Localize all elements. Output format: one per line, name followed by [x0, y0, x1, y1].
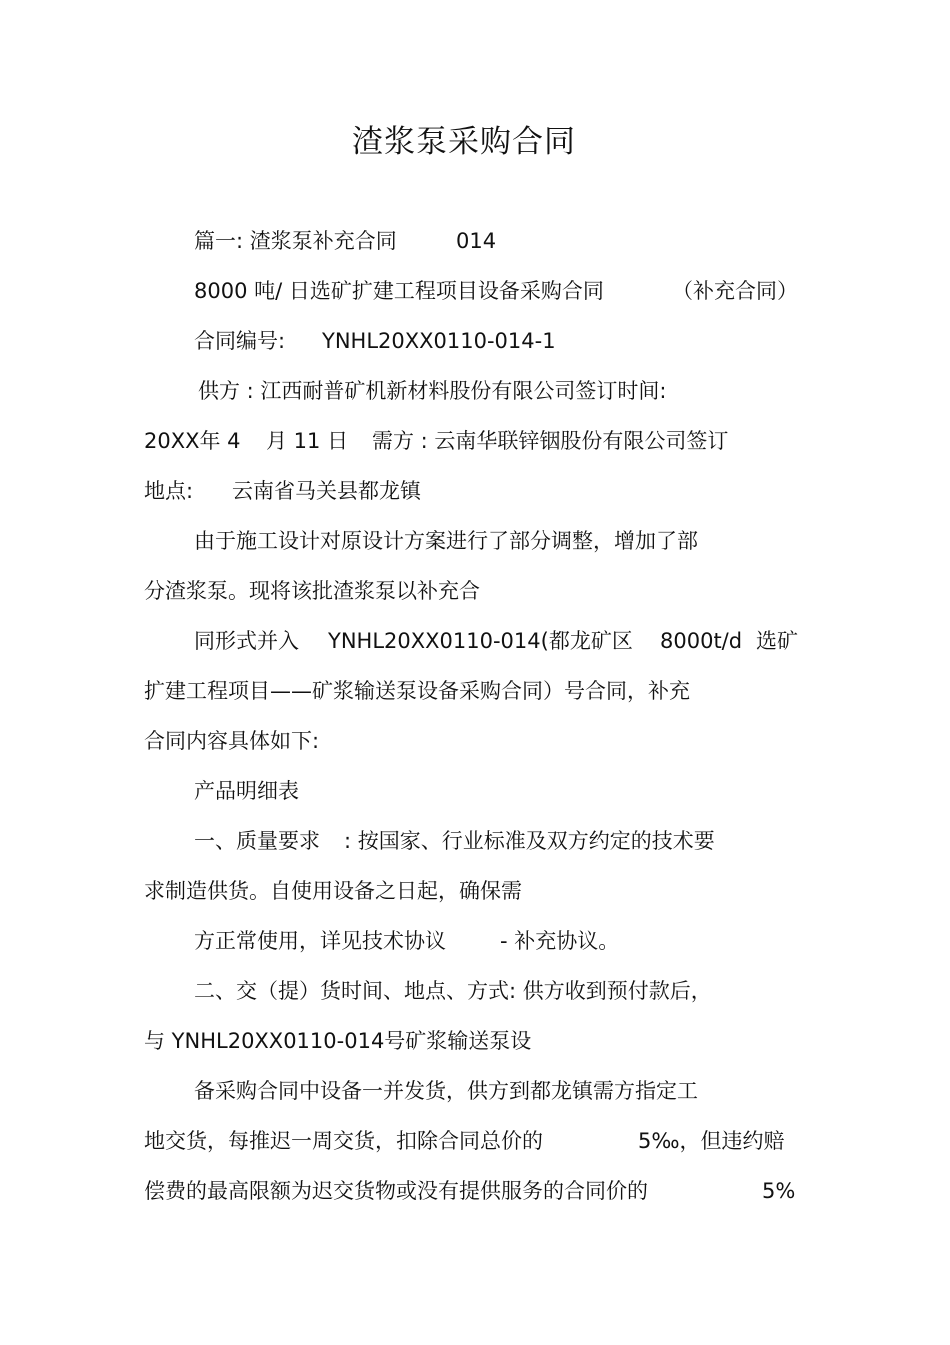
line-text: 与 YNHL20XX0110-014号矿浆输送泵设 [144, 1029, 532, 1053]
line-text: 由于施工设计对原设计方案进行了部分调整，增加了部 [194, 529, 698, 553]
line-text: YNHL20XX0110-014(都龙矿区 [328, 629, 633, 653]
document-title: 渣浆泵采购合同 [352, 124, 576, 160]
line-text: 20XX年 4 [144, 429, 241, 453]
line-text: 分渣浆泵。现将该批渣浆泵以补充合 [144, 579, 480, 603]
line-text: : 按国家、行业标准及双方约定的技术要 [344, 829, 715, 853]
section-heading: 产品明细表 [194, 779, 299, 803]
line-text: 二、交（提）货时间、地点、方式: 供方收到预付款后， [194, 979, 712, 1003]
line-text: （补充合同） [672, 279, 798, 303]
line-text: 选矿 [756, 629, 798, 653]
line-text: 5‰，但违约赔 [638, 1129, 785, 1153]
contract-number: YNHL20XX0110-014-1 [322, 329, 556, 353]
line-text: 云南省马关县都龙镇 [232, 479, 421, 503]
line-text: 合同内容具体如下: [144, 729, 320, 753]
line-text: 014 [456, 229, 497, 253]
line-text: 扩建工程项目——矿浆输送泵设备采购合同）号合同，补充 [144, 679, 690, 703]
line-text: 供方 : 江西耐普矿机新材料股份有限公司签订时间: [198, 379, 667, 403]
line-text: - 补充协议。 [500, 929, 620, 953]
line-text: 8000t/d [660, 629, 743, 653]
line-text: 5% [762, 1179, 796, 1203]
line-text: 月 11 日 [266, 429, 349, 453]
line-text: 求制造供货。自使用设备之日起，确保需 [144, 879, 522, 903]
line-text: 8000 吨/ 日选矿扩建工程项目设备采购合同 [194, 279, 604, 303]
line-text: 合同编号: [194, 329, 286, 353]
line-text: 一、质量要求 [194, 829, 320, 853]
line-text: 偿费的最高限额为迟交货物或没有提供服务的合同价的 [144, 1179, 648, 1203]
line-text: 方正常使用，详见技术协议 [194, 929, 446, 953]
line-text: 备采购合同中设备一并发货，供方到都龙镇需方指定工 [194, 1079, 698, 1103]
line-text: 地交货，每推迟一周交货，扣除合同总价的 [144, 1129, 543, 1153]
line-text: 篇一: 渣浆泵补充合同 [194, 229, 397, 253]
line-text: 同形式并入 [194, 629, 299, 653]
line-text: 地点: [144, 479, 194, 503]
line-text: 需方 : 云南华联锌铟股份有限公司签订 [372, 429, 729, 453]
